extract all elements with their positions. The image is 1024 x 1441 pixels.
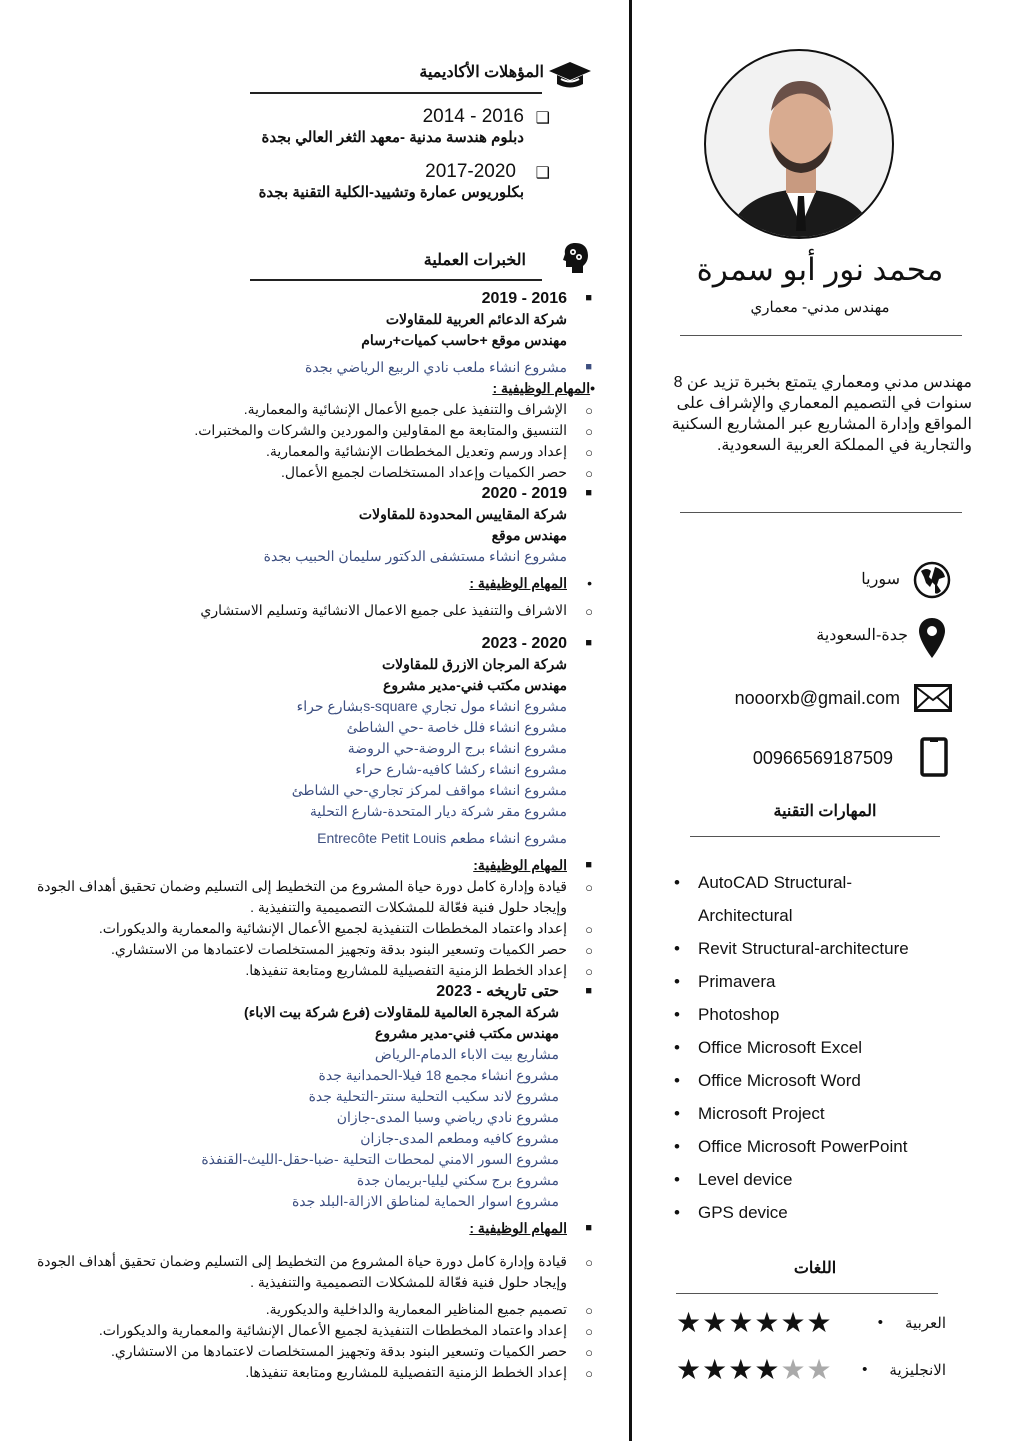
task-item: ○ الاشراف والتنفيذ على جميع الاعمال الانشائية وتسليم الاستشاري bbox=[200, 602, 593, 619]
languages-heading: اللغات bbox=[793, 1260, 837, 1277]
divider bbox=[690, 836, 940, 837]
job-company: شركة المرجان الازرق للمقاولات bbox=[382, 656, 567, 672]
globe-icon bbox=[913, 561, 951, 604]
task-item: ○ قيادة وإدارة كامل دورة حياة المشروع من التخطيط إلى التسليم وضمان تحقيق أهداف الجودة وإيجاد حلول فنية فعّالة للمشكلات التصميمية والتنفيذية . bbox=[36, 1253, 593, 1290]
job-company: شركة المقاييس المحدودة للمقاولات bbox=[358, 506, 567, 522]
email-icon bbox=[914, 684, 952, 717]
location-pin-icon bbox=[918, 617, 946, 664]
skill-item: • Office Microsoft PowerPoint bbox=[672, 1130, 909, 1163]
phone-icon bbox=[920, 737, 948, 782]
column-divider bbox=[629, 0, 632, 1441]
graduation-cap-icon bbox=[548, 60, 592, 95]
education-degree: بكلوريوس عمارة وتشييد-الكلية التقنية بجدة bbox=[258, 184, 524, 201]
rating-stars bbox=[676, 1353, 833, 1386]
divider bbox=[680, 512, 962, 513]
skills-list bbox=[672, 866, 909, 1229]
job-years: ■ حتى تاريخه - 2023 bbox=[436, 983, 592, 1000]
tasks-label: ■ المهام الوظيفية: bbox=[473, 857, 592, 873]
education-item bbox=[194, 161, 550, 201]
tasks-label: ■ المهام الوظيفية : bbox=[469, 1220, 592, 1236]
rating-stars bbox=[676, 1306, 833, 1339]
job-project: مشروع انشاء مجمع 18 فيلا-الحمدانية جدة bbox=[318, 1067, 559, 1083]
task-item: ○ إعداد الخطط الزمنية التفصيلية للمشاريع ومتابعة تنفيذها. bbox=[245, 1364, 593, 1381]
nationality: سوريا bbox=[861, 571, 900, 588]
star-filled-icon: ★ bbox=[702, 1307, 729, 1338]
skill-item: • AutoCAD Structural-Architectural bbox=[672, 866, 872, 932]
job-project: مشروع السور الامني لمحطات التحلية -ضبا-حقل-الليث-القنفذة bbox=[201, 1151, 559, 1167]
star-filled-icon: ★ bbox=[728, 1354, 755, 1385]
job-role: مهندس مكتب فني-مدير مشروع bbox=[382, 677, 567, 693]
task-item: ○ إعداد ورسم وتعديل المخططات الإنشائية والمعمارية. bbox=[265, 443, 593, 460]
task-item: ○ إعداد واعتماد المخططات التنفيذية لجميع الأعمال الإنشائية والمعمارية والديكورات. bbox=[98, 1322, 593, 1339]
task-item: ○ إعداد واعتماد المخططات التنفيذية لجميع الأعمال الإنشائية والمعمارية والديكورات. bbox=[98, 920, 593, 937]
task-item: ○ حصر الكميات وتسعير البنود بدقة وتجهيز المستخلصات لاعتمادها من الاستشاري. bbox=[110, 1343, 593, 1360]
education-divider bbox=[250, 92, 542, 94]
education-degree: دبلوم هندسة مدنية -معهد الثغر العالي بجدة bbox=[261, 129, 524, 146]
skill-item: • Level device bbox=[672, 1163, 909, 1196]
profile-title: مهندس مدني- معماري bbox=[750, 299, 890, 316]
job-years: ■ 2020 - 2023 bbox=[481, 635, 592, 652]
job-years: ■ 2016 - 2019 bbox=[481, 290, 592, 307]
job-project: مشروع كافيه ومطعم المدى-جازان bbox=[360, 1130, 559, 1146]
experience-heading: الخبرات العملية bbox=[423, 252, 526, 269]
job-project: مشروع انشاء مواقف لمركز تجاري-حي الشاطئ bbox=[291, 782, 567, 798]
task-item: ○ تصميم جميع المناظير المعمارية والداخلية والديكورية. bbox=[265, 1301, 593, 1318]
profile-summary: مهندس مدني ومعماري يتمتع بخبرة تزيد عن 8 سنوات في التصميم المعماري والإشراف على المواقع وإدارة المشاريع عبر المشاريع السكنية والتجارية في المملكة العربية السعودية. bbox=[671, 374, 972, 454]
tasks-label: •المهام الوظيفية : bbox=[492, 380, 595, 396]
language-name: الانجليزية bbox=[889, 1361, 946, 1379]
skill-item: • Office Microsoft Excel bbox=[672, 1031, 909, 1064]
divider bbox=[676, 1293, 938, 1294]
star-filled-icon: ★ bbox=[754, 1354, 781, 1385]
language-row: العربية • ★★★★★★ bbox=[676, 1307, 946, 1338]
job-role: مهندس مكتب فني-مدير مشروع bbox=[374, 1025, 559, 1041]
job-years: ■ 2019 - 2020 bbox=[481, 485, 592, 502]
star-filled-icon: ★ bbox=[728, 1307, 755, 1338]
job-project: مشروع انشاء برج الروضة-حي الروضة bbox=[347, 740, 567, 756]
education-years: 2017-2020 bbox=[425, 161, 516, 182]
job-project: مشروع نادي رياضي وسبا المدى-جازان bbox=[336, 1109, 559, 1125]
job-project: مشاريع بيت الاباء الدمام-الرياض bbox=[374, 1046, 559, 1062]
profile-name: محمد نور أبو سمرة bbox=[696, 252, 944, 287]
task-item: ○ إعداد الخطط الزمنية التفصيلية للمشاريع ومتابعة تنفيذها. bbox=[245, 962, 593, 979]
star-empty-icon: ★ bbox=[806, 1354, 833, 1385]
job-project: مشروع مقر شركة ديار المتحدة-شارع التحلية bbox=[309, 803, 567, 819]
star-empty-icon: ★ bbox=[780, 1354, 807, 1385]
job-project: مشروع انشاء مول تجاري s-squareبشارع حراء bbox=[296, 698, 567, 714]
skill-item: • GPS device bbox=[672, 1196, 909, 1229]
tasks-label: • المهام الوظيفية : bbox=[469, 575, 592, 591]
star-filled-icon: ★ bbox=[702, 1354, 729, 1385]
skills-heading: المهارات التقنية bbox=[773, 803, 877, 820]
star-filled-icon: ★ bbox=[780, 1307, 807, 1338]
divider bbox=[680, 335, 962, 336]
star-filled-icon: ★ bbox=[676, 1307, 703, 1338]
task-item: ○ التنسيق والمتابعة مع المقاولين والموردين والشركات والمختبرات. bbox=[194, 422, 593, 439]
head-gears-icon bbox=[563, 242, 589, 279]
skill-item: • Revit Structural-architecture bbox=[672, 932, 909, 965]
task-item: ○ قيادة وإدارة كامل دورة حياة المشروع من التخطيط إلى التسليم وضمان تحقيق أهداف الجودة وإيجاد حلول فنية فعّالة للمشكلات التصميمية والتنفيذية . bbox=[36, 878, 593, 915]
checkbox-bullet-icon: ❑ bbox=[535, 110, 550, 127]
task-item: ○ حصر الكميات وإعداد المستخلصات لجميع الأعمال. bbox=[280, 464, 593, 481]
skill-item: • Primavera bbox=[672, 965, 909, 998]
education-item bbox=[194, 106, 550, 146]
education-heading: المؤهلات الأكاديمية bbox=[419, 64, 544, 81]
square-bullet-icon: ■ bbox=[585, 361, 592, 373]
job-project: ■ مشروع انشاء ملعب نادي الربيع الرياضي بجدة bbox=[20, 357, 595, 378]
experience-list bbox=[20, 288, 595, 1383]
task-item: ○ الإشراف والتنفيذ على جميع الأعمال الإنشائية والمعمارية. bbox=[243, 401, 593, 418]
skill-item: • Photoshop bbox=[672, 998, 909, 1031]
profile-photo bbox=[704, 49, 894, 239]
job-role: مهندس موقع +حاسب كميات+رسام bbox=[361, 332, 567, 348]
job-company: شركة المجرة العالمية للمقاولات (فرع شركة بيت الاباء) bbox=[244, 1004, 559, 1020]
language-row: الانجليزية • ★★★★★★ bbox=[676, 1354, 946, 1385]
email[interactable]: nooorxb@gmail.com bbox=[734, 688, 900, 708]
education-years: 2014 - 2016 bbox=[422, 106, 524, 127]
skill-item: • Office Microsoft Word bbox=[672, 1064, 909, 1097]
job-company: شركة الدعائم العربية للمقاولات bbox=[385, 311, 567, 327]
job-project: مشروع انشاء مستشفى الدكتور سليمان الحبيب بجدة bbox=[263, 548, 567, 564]
phone: 00966569187509 bbox=[752, 748, 893, 768]
job-project: مشروع لاند سكيب التحلية سنتر-التحلية جدة bbox=[308, 1088, 559, 1104]
job-project: مشروع انشاء ركشا كافيه-شارع حراء bbox=[355, 761, 567, 777]
job-project: مشروع انشاء مطعم Entrecôte Petit Louis bbox=[317, 830, 567, 846]
star-filled-icon: ★ bbox=[676, 1354, 703, 1385]
job-project: مشروع برج سكني ليليا-بريمان جدة bbox=[356, 1172, 559, 1188]
checkbox-bullet-icon: ❑ bbox=[535, 165, 550, 182]
star-filled-icon: ★ bbox=[754, 1307, 781, 1338]
language-name: العربية bbox=[905, 1314, 946, 1332]
task-item: ○ حصر الكميات وتسعير البنود بدقة وتجهيز المستخلصات لاعتمادها من الاستشاري. bbox=[110, 941, 593, 958]
experience-divider bbox=[250, 279, 542, 281]
location: جدة-السعودية bbox=[816, 627, 908, 644]
job-role: مهندس موقع bbox=[491, 527, 567, 543]
skill-item: • Microsoft Project bbox=[672, 1097, 909, 1130]
square-bullet-icon: ■ bbox=[585, 292, 592, 304]
star-filled-icon: ★ bbox=[806, 1307, 833, 1338]
job-project: مشروع اسوار الحماية لمناطق الازالة-البلد جدة bbox=[291, 1193, 559, 1209]
job-project: مشروع انشاء فلل خاصة -حي الشاطئ bbox=[346, 719, 567, 735]
